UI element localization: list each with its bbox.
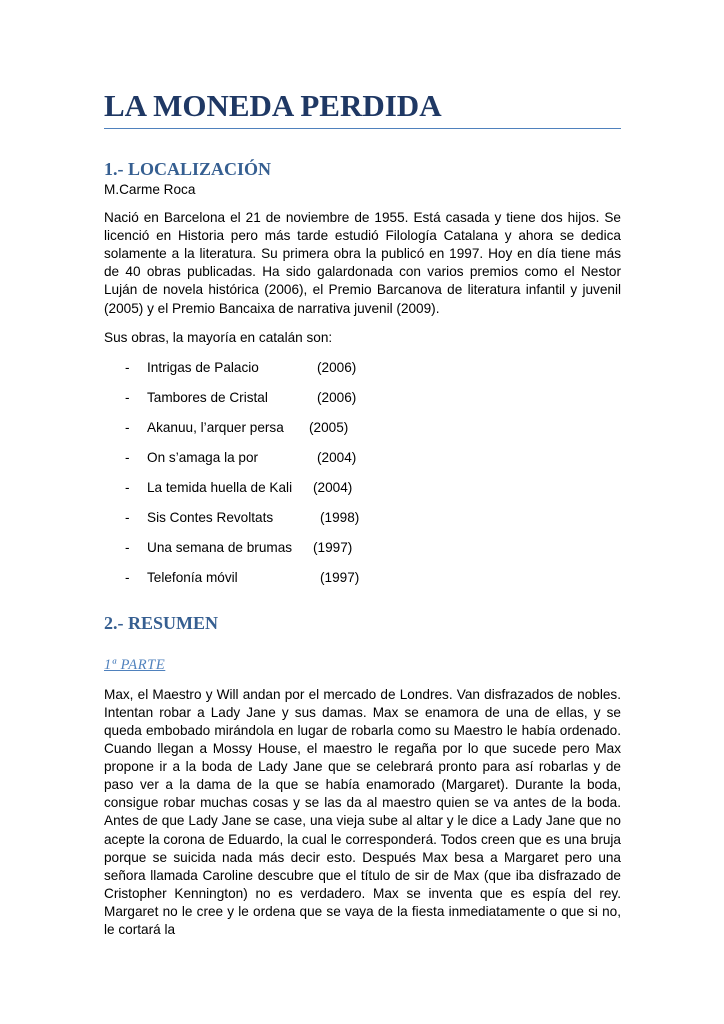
- work-year: (1998): [320, 509, 360, 525]
- work-title: Sis Contes Revoltats: [147, 509, 274, 525]
- document-title: LA MONEDA PERDIDA: [104, 88, 442, 123]
- list-dash: -: [125, 569, 130, 585]
- work-title: Intrigas de Palacio: [147, 359, 259, 375]
- author-bio: Nació en Barcelona el 21 de noviembre de 1955. Está casada y tiene dos hijos. Se licenció en Historia pero más tarde estudió Filología Catalana y ahora se dedica solamente a la literatura. Su primera obra la publicó en 1997. Hoy en día tiene más de 40 obras publicadas. Ha sido galardonada con varios premios como el Nestor Luján de novela histórica (2006), el Premio Barcanova de literatura infantil y juvenil (2005) y el Premio Bancaixa de narrativa juvenil (2009).: [104, 210, 621, 316]
- list-dash: -: [125, 479, 130, 495]
- works-list: [104, 359, 621, 599]
- list-item: [104, 509, 621, 539]
- work-title: Telefonía móvil: [147, 569, 238, 585]
- list-item: [104, 569, 621, 599]
- list-item: [104, 359, 621, 389]
- title-underline: [104, 128, 621, 129]
- list-dash: -: [125, 509, 130, 525]
- summary-paragraph: Max, el Maestro y Will andan por el mercado de Londres. Van disfrazados de nobles. Intentan robar a Lady Jane y sus damas. Max se enamora de una de ellas, y se queda embobado mirándola en lugar de robarla como su Maestro le había ordenado. Cuando llegan a Mossy House, el maestro le regaña por lo que sucede pero Max propone ir a la boda de Lady Jane que se celebrará pronto para así robarlas y de paso ver a la dama de la que se había enamorado (Margaret). Durante la boda, consigue robar muchas cosas y se las da al maestro quien se va antes de la boda. Antes de que Lady Jane se case, una vieja sube al altar y le dice a Lady Jane que no acepte la corona de Eduardo, la cual le corresponderá. Todos creen que es una bruja porque se suicida nada más decir esto. Después Max besa a Margaret pero una señora llamada Caroline descubre que el título de sir de Max (que iba disfrazado de Cristopher Kennington) no es verdadero. Max se inventa que es espía del rey. Margaret no le cree y le ordena que se vaya de la fiesta inmediatamente o que si no, le cortará la: [104, 686, 621, 937]
- list-dash: -: [125, 449, 130, 465]
- list-dash: -: [125, 539, 130, 555]
- section-heading-resumen: 2.- RESUMEN: [104, 612, 219, 633]
- work-year: (2006): [317, 359, 357, 375]
- list-item: [104, 449, 621, 479]
- part-label: 1ª PARTE: [104, 656, 166, 673]
- work-year: (2006): [317, 389, 357, 405]
- list-dash: -: [125, 359, 130, 375]
- document-content: [104, 86, 621, 939]
- work-title: Akanuu, l’arquer persa: [147, 419, 284, 435]
- list-item: [104, 479, 621, 509]
- section-heading-localizacion: 1.- LOCALIZACIÓN: [104, 159, 272, 179]
- works-intro: Sus obras, la mayoría en catalán son:: [104, 329, 333, 345]
- list-item: [104, 419, 621, 449]
- author-name: M.Carme Roca: [104, 182, 196, 197]
- list-dash: -: [125, 389, 130, 405]
- list-dash: -: [125, 419, 130, 435]
- work-title: La temida huella de Kali: [147, 479, 293, 495]
- work-title: Tambores de Cristal: [147, 389, 268, 405]
- work-year: (1997): [320, 569, 360, 585]
- work-year: (2005): [309, 419, 349, 435]
- list-item: [104, 389, 621, 419]
- work-year: (2004): [313, 479, 353, 495]
- work-year: (1997): [313, 539, 353, 555]
- work-year: (2004): [317, 449, 357, 465]
- work-title: On s’amaga la por: [147, 449, 259, 465]
- list-item: [104, 539, 621, 569]
- work-title: Una semana de brumas: [147, 539, 293, 555]
